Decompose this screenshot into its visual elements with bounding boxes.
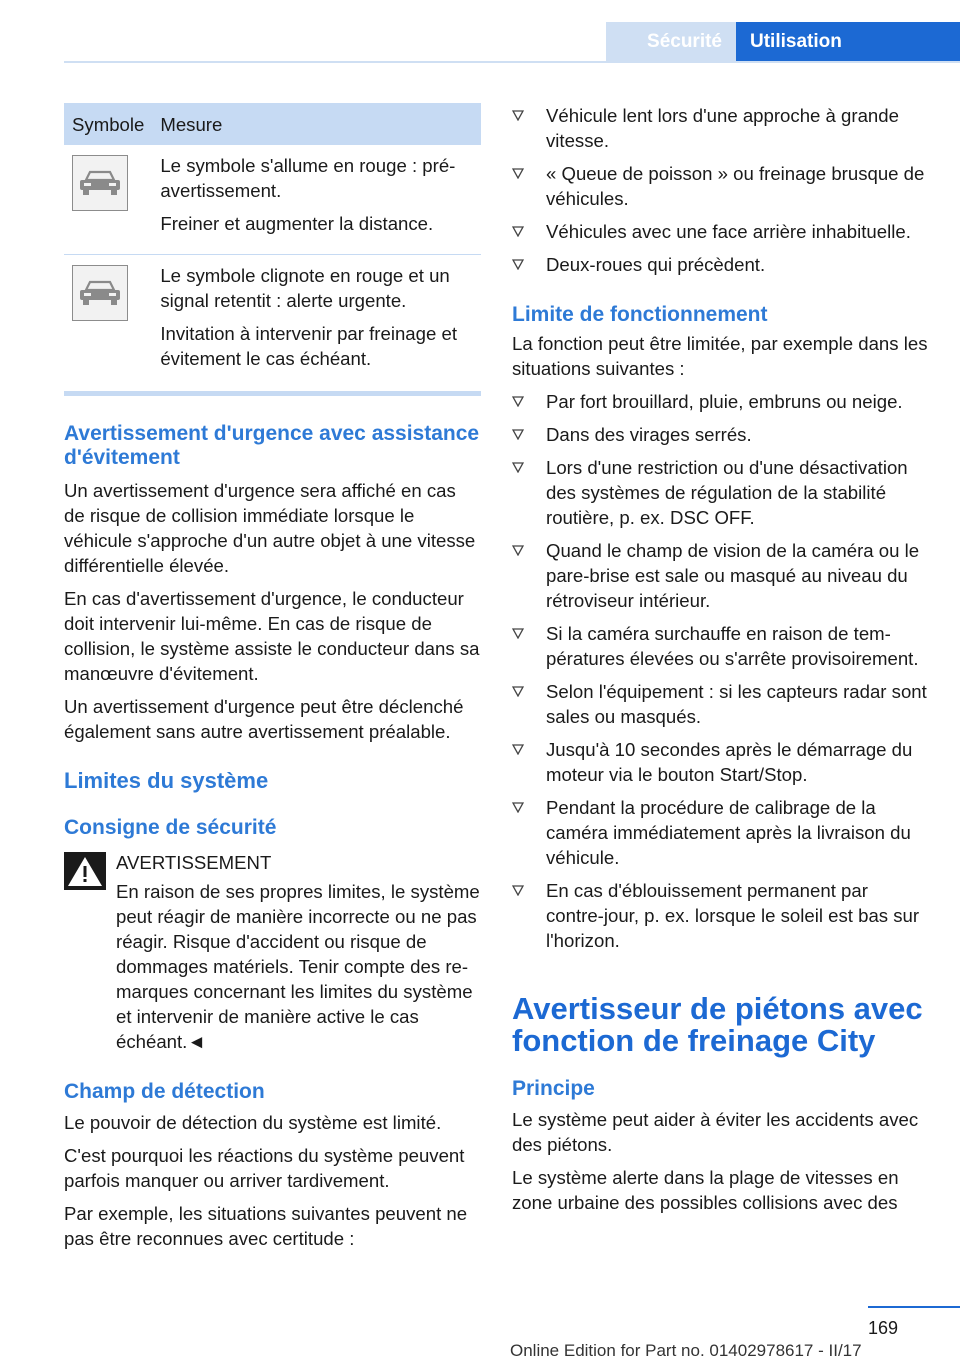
table-cell-text: Le symbole s'allume en rouge : pré-avertissement. [160, 155, 456, 201]
column-header-measure: Mesure [152, 103, 481, 145]
triangle-bullet-icon [512, 885, 524, 896]
heading-system-limits: Limites du système [64, 768, 269, 793]
footer-edition: Online Edition for Part no. 01402978617 - II/17 [510, 1341, 862, 1360]
list-item [512, 455, 930, 530]
warning-box [64, 850, 481, 1054]
paragraph: Un avertissement d'urgence sera affiché en cas de risque de collision immédiate lorsque le véhicule s'approche d'un autre objet à une vitesse différentielle élevée. [64, 480, 476, 576]
table-row [64, 255, 481, 390]
list-item-text: Dans des virages serrés. [546, 424, 752, 445]
list-item-text: Jusqu'à 10 secondes après le démarrage du moteur via le bouton Start/Stop. [546, 739, 913, 785]
list-item [512, 422, 930, 447]
heading-urgent-warning: Avertissement d'urgence avec assistance d'évitement [64, 422, 480, 469]
list-item-text: Quand le champ de vision de la caméra ou le pare-brise est sale ou masqué au niveau du rétroviseur intérieur. [546, 540, 920, 611]
table-cell-text: Invitation à intervenir par freinage et évitement le cas échéant. [160, 323, 457, 369]
list-item [512, 103, 930, 153]
heading-function-limit: Limite de fonctionnement [512, 303, 768, 326]
heading-safety-note: Consigne de sécurité [64, 816, 277, 839]
triangle-bullet-icon [512, 462, 524, 473]
list-item-text: Selon l'équipement : si les capteurs radar sont sales ou masqués. [546, 681, 927, 727]
paragraph: Le système alerte dans la plage de vitesses en zone urbaine des possibles collisions avec des [512, 1167, 899, 1213]
triangle-bullet-icon [512, 259, 524, 270]
warning-title: AVERTISSEMENT [116, 852, 272, 873]
left-column [64, 103, 481, 1259]
triangle-bullet-icon [512, 429, 524, 440]
paragraph: La fonction peut être limitée, par exemple dans les situations suivantes : [512, 333, 928, 379]
triangle-bullet-icon [512, 628, 524, 639]
limitations-list [512, 389, 930, 953]
list-item [512, 252, 930, 277]
heading-principle: Principe [512, 1077, 595, 1100]
car-front-warning-icon [72, 155, 128, 211]
list-item-text: Par fort brouillard, pluie, embruns ou neige. [546, 391, 903, 412]
list-item-text: Lors d'une restriction ou d'une désactivation des systèmes de régulation de la stabilité routière, p. ex. DSC OFF. [546, 457, 908, 528]
column-header-symbol: Symbole [64, 103, 152, 145]
list-item-text: Véhicule lent lors d'une approche à grande vitesse. [546, 105, 899, 151]
page-number: 169 [867, 1318, 898, 1338]
triangle-bullet-icon [512, 110, 524, 121]
paragraph: Un avertissement d'urgence peut être déclenché également sans autre avertissement préalable. [64, 696, 464, 742]
paragraph: Par exemple, les situations suivantes peuvent ne pas être reconnues avec certitude : [64, 1203, 468, 1249]
list-item [512, 679, 930, 729]
list-item-text: Pendant la procédure de calibrage de la caméra immédiatement après la livraison du véhicule. [546, 797, 911, 868]
triangle-bullet-icon [512, 744, 524, 755]
situations-list [512, 103, 930, 277]
header-tabs [606, 22, 960, 62]
header-divider [64, 61, 960, 63]
list-item [512, 737, 930, 787]
car-front-warning-icon [72, 265, 128, 321]
warning-text-first [116, 879, 481, 1054]
table-row [64, 145, 481, 255]
right-column [512, 103, 930, 1223]
triangle-bullet-icon [512, 168, 524, 179]
list-item-text: En cas d'éblouissement permanent par contre-jour, p. ex. lorsque le soleil est bas sur l'horizon. [546, 880, 920, 951]
paragraph: Le pouvoir de détection du système est limité. [64, 1112, 442, 1133]
triangle-bullet-icon [512, 545, 524, 556]
list-item [512, 621, 930, 671]
paragraph: C'est pourquoi les réactions du système peuvent parfois manquer ou arriver tardivement. [64, 1145, 465, 1191]
list-item [512, 795, 930, 870]
paragraph: Le système peut aider à éviter les accidents avec des piétons. [512, 1109, 919, 1155]
warning-triangle-icon [64, 852, 106, 890]
list-item [512, 878, 930, 953]
triangle-bullet-icon [512, 802, 524, 813]
tab-securite[interactable]: Sécurité [606, 22, 736, 62]
triangle-bullet-icon [512, 686, 524, 697]
heading-detection-field: Champ de détection [64, 1080, 265, 1103]
triangle-bullet-icon [512, 226, 524, 237]
list-item-text: Véhicules avec une face arrière inhabituelle. [546, 221, 911, 242]
table-bottom-rule [64, 391, 481, 396]
warning-text: En raison de ses propres limites, le système peut réagir de manière incorrecte ou ne pas réagir. Risque d'accident ou risque de dommages matériels. Tenir compte des remarques concernant les limites du système et intervenir de manière active le cas échéant.◄ [116, 881, 480, 1052]
list-item-text: « Queue de poisson » ou freinage brusque de véhicules. [546, 163, 925, 209]
list-item [512, 219, 930, 244]
list-item [512, 538, 930, 613]
heading-pedestrian-warning: Avertisseur de piétons avec fonction de freinage City [512, 991, 923, 1058]
tab-utilisation[interactable]: Utilisation [736, 22, 960, 62]
paragraph: En cas d'avertissement d'urgence, le conducteur doit intervenir lui-même. En cas de risque de collision, le système assiste le conducteur dans sa manœuvre d'évitement. [64, 588, 480, 684]
list-item [512, 389, 930, 414]
table-cell-text: Freiner et augmenter la distance. [160, 213, 434, 234]
list-item-text: Si la caméra surchauffe en raison de températures élevées ou s'arrête provisoirement. [546, 623, 919, 669]
table-cell-text: Le symbole clignote en rouge et un signal retentit : alerte urgente. [160, 265, 450, 311]
list-item-text: Deux-roues qui précèdent. [546, 254, 766, 275]
footer-rule [868, 1306, 960, 1308]
triangle-bullet-icon [512, 396, 524, 407]
list-item [512, 161, 930, 211]
symbol-table [64, 103, 481, 389]
